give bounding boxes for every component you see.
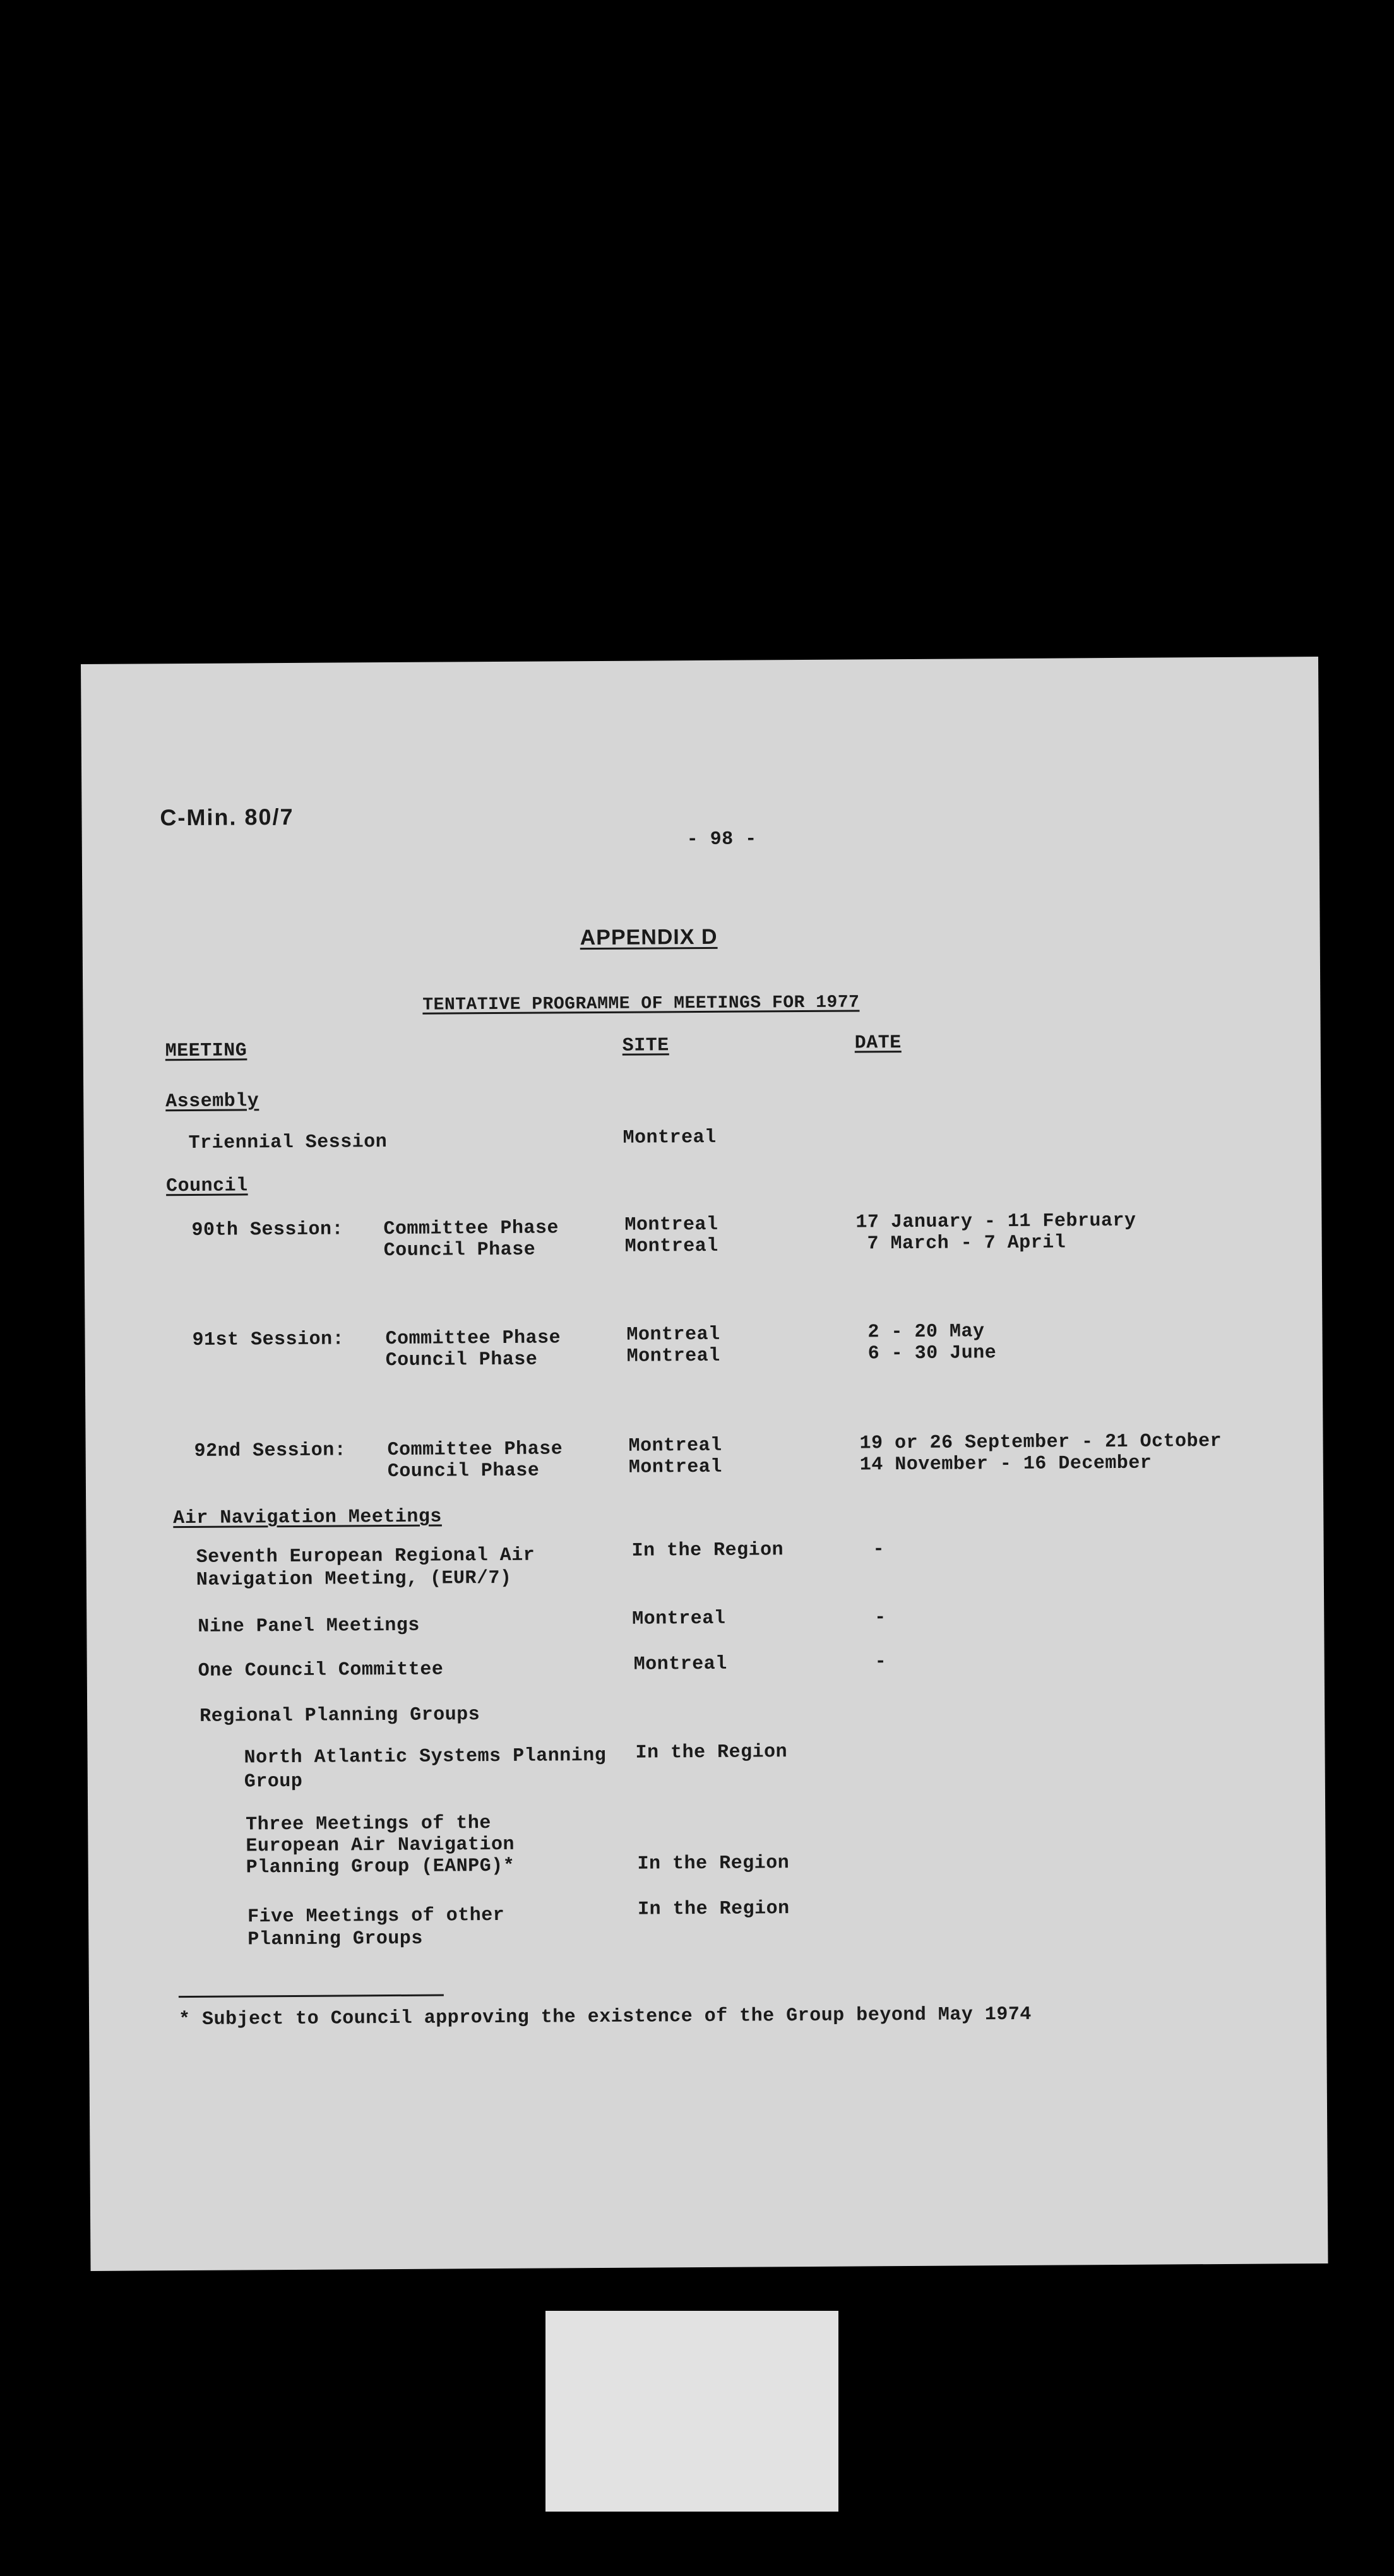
- session-92-phase2: Council Phase: [387, 1460, 540, 1483]
- session-90-date1: 17 January - 11 February: [855, 1210, 1136, 1234]
- eur7-site: In the Region: [631, 1539, 784, 1562]
- regional-planning-groups: Regional Planning Groups: [200, 1704, 480, 1727]
- session-91-phase2: Council Phase: [385, 1349, 538, 1372]
- programme-title: TENTATIVE PROGRAMME OF MEETINGS FOR 1977: [422, 993, 860, 1015]
- footnote-rule: [179, 1995, 444, 1998]
- session-91-site2: Montreal: [626, 1345, 720, 1368]
- eanpg-line1: Three Meetings of the: [246, 1813, 491, 1836]
- nat-line1: North Atlantic Systems Planning: [244, 1744, 607, 1769]
- eur7-line2: Navigation Meeting, (EUR/7): [196, 1567, 512, 1591]
- panel-date: -: [874, 1607, 886, 1629]
- panel-site: Montreal: [632, 1607, 726, 1630]
- assembly-heading: Assembly: [165, 1090, 259, 1113]
- document-page: [81, 657, 1328, 2271]
- session-92-site1: Montreal: [628, 1434, 722, 1457]
- other-groups-site: In the Region: [637, 1898, 790, 1921]
- document-reference: C-Min. 80/7: [160, 803, 294, 831]
- nat-line2: Group: [244, 1770, 303, 1793]
- council-committee: One Council Committee: [198, 1659, 444, 1682]
- eanpg-line2: European Air Navigation: [246, 1834, 515, 1857]
- session-91-date1: 2 - 20 May: [867, 1321, 985, 1344]
- session-91-date2: 6 - 30 June: [867, 1342, 997, 1365]
- eur7-line1: Seventh European Regional Air: [196, 1544, 535, 1568]
- session-91-label: 91st Session:: [192, 1328, 345, 1351]
- page-number: - 98 -: [686, 828, 757, 851]
- other-groups-line1: Five Meetings of other: [247, 1904, 505, 1928]
- session-92-phase1: Committee Phase: [387, 1438, 563, 1462]
- session-91-site1: Montreal: [626, 1323, 720, 1346]
- session-90-phase1: Committee Phase: [383, 1217, 559, 1241]
- committee-site: Montreal: [633, 1653, 727, 1676]
- triennial-session: Triennial Session: [188, 1131, 388, 1154]
- session-90-phase2: Council Phase: [383, 1239, 536, 1262]
- session-90-label: 90th Session:: [191, 1219, 344, 1241]
- column-meeting: MEETING: [165, 1040, 247, 1063]
- session-92-label: 92nd Session:: [194, 1440, 347, 1462]
- eanpg-line3: Planning Group (EANPG)*: [246, 1855, 515, 1879]
- session-90-site2: Montreal: [624, 1235, 718, 1258]
- eur7-date: -: [873, 1539, 885, 1561]
- appendix-title: APPENDIX D: [580, 924, 718, 950]
- session-92-site2: Montreal: [628, 1456, 722, 1479]
- session-90-site1: Montreal: [624, 1213, 718, 1236]
- column-site: SITE: [622, 1035, 669, 1057]
- session-92-date1: 19 or 26 September - 21 October: [859, 1430, 1222, 1455]
- session-92-date2: 14 November - 16 December: [859, 1452, 1152, 1476]
- eanpg-site: In the Region: [637, 1852, 790, 1875]
- blank-card: [545, 2311, 838, 2512]
- session-90-date2: 7 March - 7 April: [867, 1232, 1066, 1255]
- council-heading: Council: [165, 1175, 248, 1198]
- air-navigation-heading: Air Navigation Meetings: [173, 1506, 442, 1530]
- footnote: * Subject to Council approving the existence of the Group beyond May 1974: [179, 2003, 1032, 2031]
- session-91-phase1: Committee Phase: [385, 1327, 561, 1351]
- committee-date: -: [874, 1651, 887, 1673]
- other-groups-line2: Planning Groups: [247, 1928, 423, 1951]
- nat-site: In the Region: [635, 1741, 788, 1764]
- column-date: DATE: [854, 1032, 902, 1054]
- triennial-site: Montreal: [623, 1126, 717, 1149]
- panel-meetings: Nine Panel Meetings: [198, 1614, 420, 1638]
